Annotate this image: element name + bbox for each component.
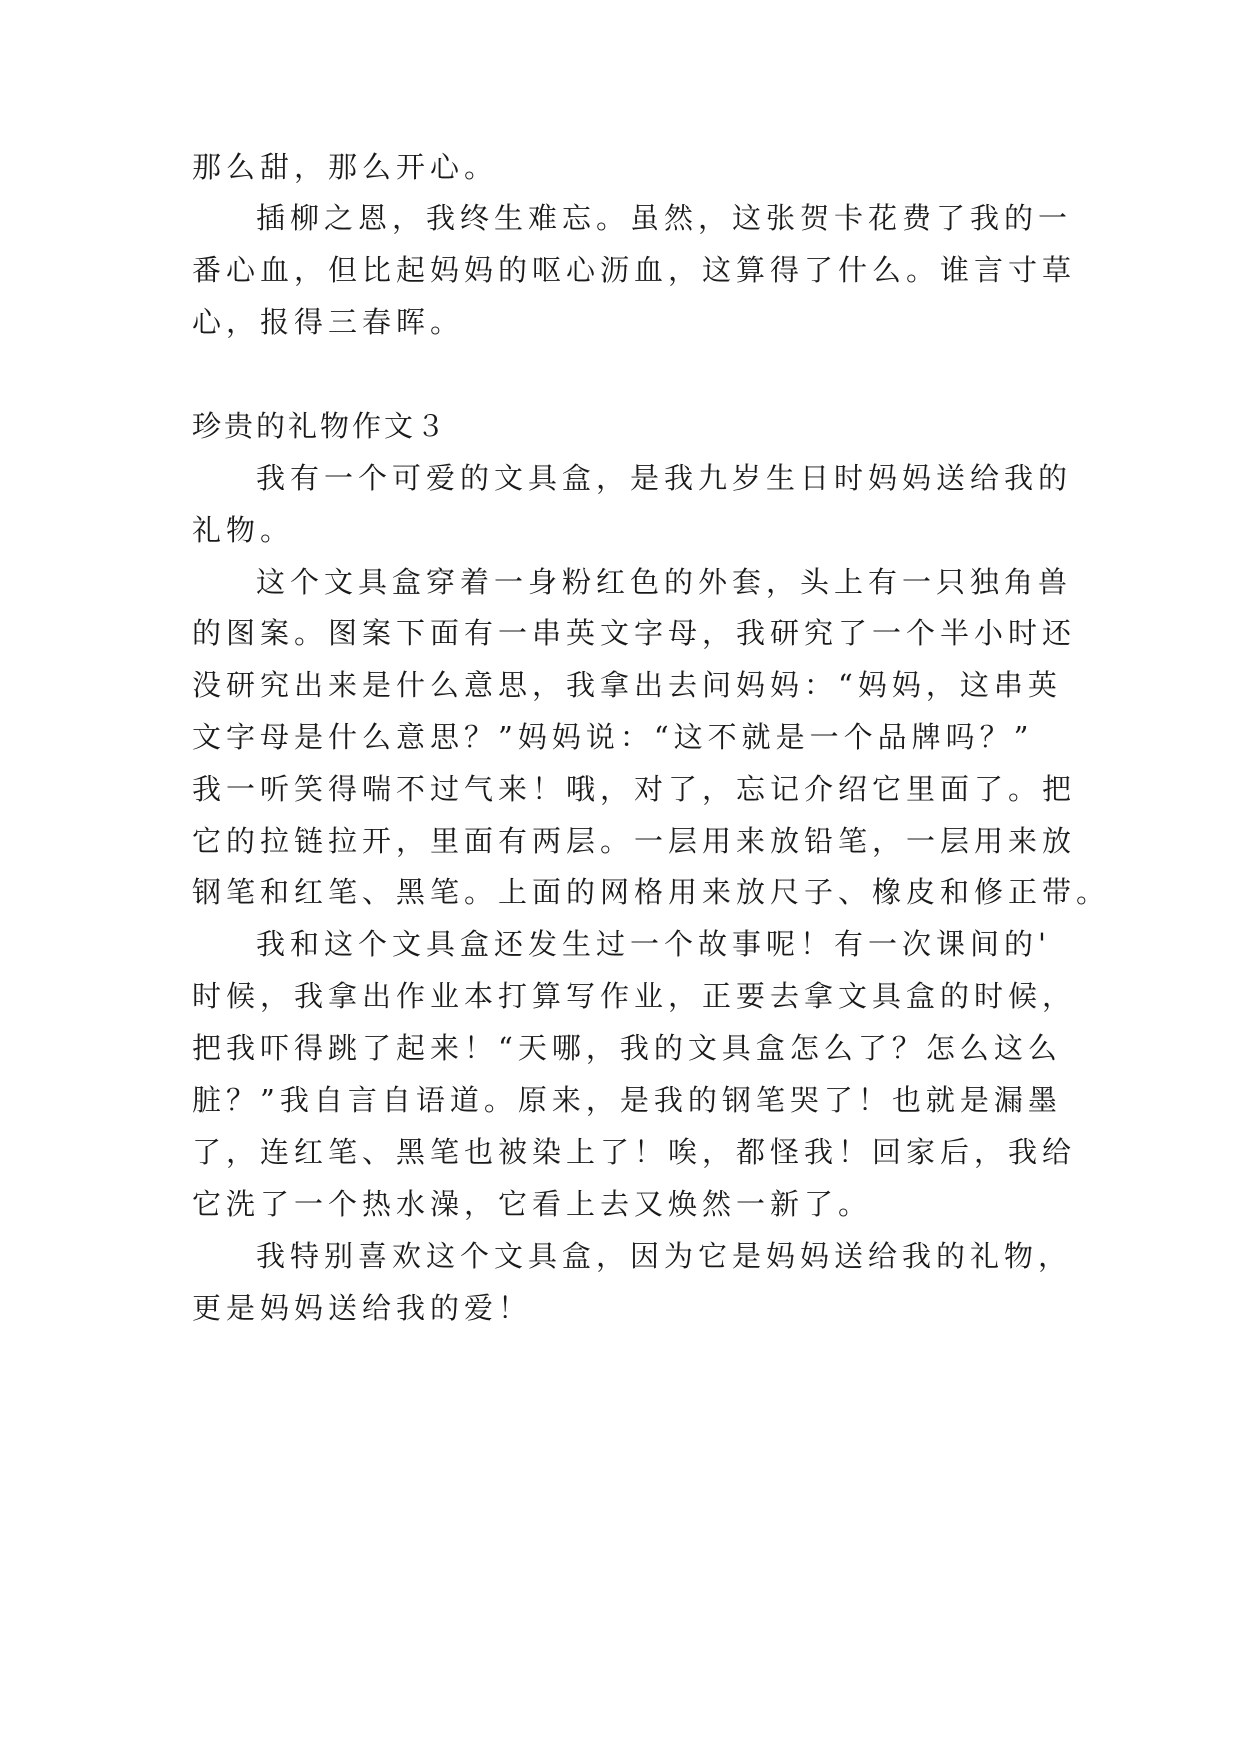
text-line: 文字母是什么意思？”妈妈说：“这不就是一个品牌吗？” <box>192 720 1034 754</box>
text-line: 钢笔和红笔、黑笔。上面的网格用来放尺子、橡皮和修正带。 <box>192 875 1111 909</box>
text-line: 的图案。图案下面有一串英文字母，我研究了一个半小时还 <box>192 616 1077 650</box>
text-line: 我一听笑得喘不过气来！哦，对了，忘记介绍它里面了。把 <box>192 772 1077 806</box>
paragraph-start: 插柳之恩，我终生难忘。虽然，这张贺卡花费了我的一 <box>256 201 1073 235</box>
text-line: 那么甜，那么开心。 <box>192 150 499 184</box>
text-line: 时候，我拿出作业本打算写作业，正要去拿文具盒的时候， <box>192 979 1077 1013</box>
section-heading: 珍贵的礼物作文３ <box>192 409 449 443</box>
text-line: 把我吓得跳了起来！“天哪，我的文具盒怎么了？怎么这么 <box>192 1031 1062 1065</box>
text-line: 番心血，但比起妈妈的呕心沥血，这算得了什么。谁言寸草 <box>192 253 1077 287</box>
text-line: 它洗了一个热水澡，它看上去又焕然一新了。 <box>192 1187 873 1221</box>
text-line: 礼物。 <box>192 513 295 547</box>
text-line: 了，连红笔、黑笔也被染上了！唉，都怪我！回家后，我给 <box>192 1135 1077 1169</box>
text-line: 它的拉链拉开，里面有两层。一层用来放铅笔，一层用来放 <box>192 824 1077 858</box>
paragraph-start: 我和这个文具盒还发生过一个故事呢！有一次课间的' <box>256 927 1051 961</box>
text-line: 更是妈妈送给我的爱！ <box>192 1291 533 1325</box>
paragraph-start: 我特别喜欢这个文具盒，因为它是妈妈送给我的礼物， <box>256 1239 1073 1273</box>
paragraph-start: 我有一个可爱的文具盒，是我九岁生日时妈妈送给我的 <box>256 461 1073 495</box>
text-line: 心，报得三春晖。 <box>192 305 465 339</box>
text-line: 没研究出来是什么意思，我拿出去问妈妈：“妈妈，这串英 <box>192 668 1062 702</box>
text-line: 脏？”我自言自语道。原来，是我的钢笔哭了！也就是漏墨 <box>192 1083 1062 1117</box>
paragraph-start: 这个文具盒穿着一身粉红色的外套，头上有一只独角兽 <box>256 565 1073 599</box>
